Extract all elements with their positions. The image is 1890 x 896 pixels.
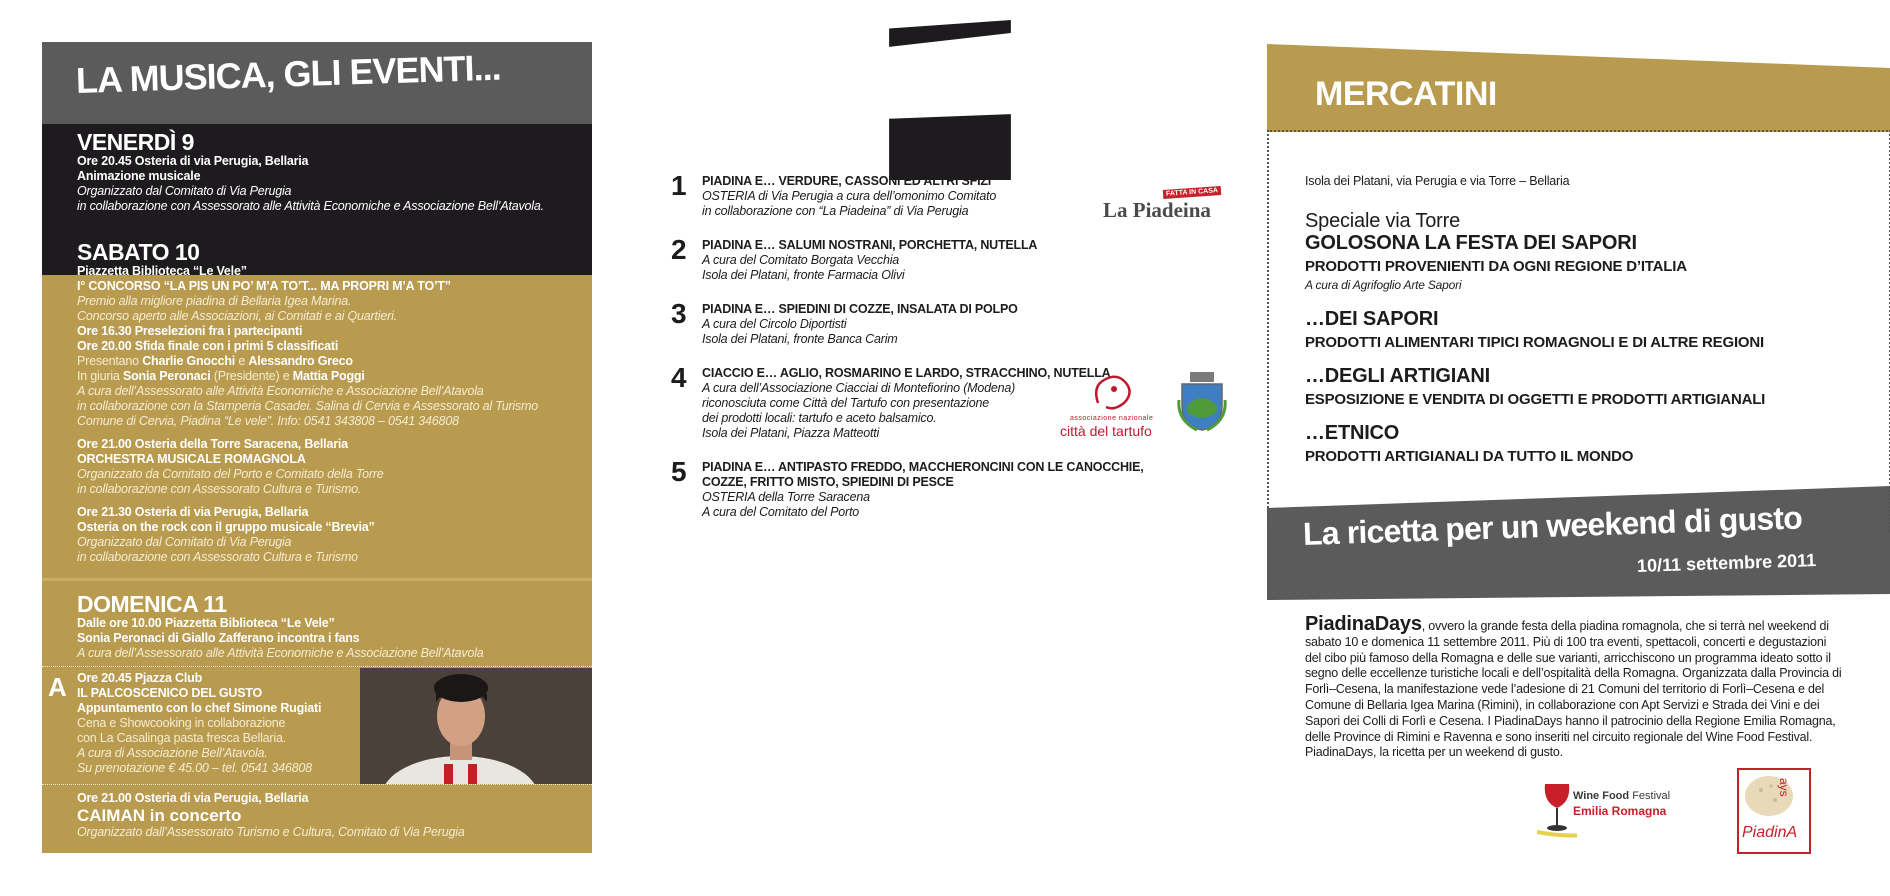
domenica-line: Ore 20.45 Pjazza Club: [77, 671, 203, 685]
sabato-day: SABATO 10: [77, 239, 200, 265]
citta-tartufo-logo: [1060, 373, 1180, 453]
text: Charlie Gnocchi: [142, 354, 236, 368]
mercatini-panel: [1267, 42, 1890, 853]
stop-number: 3: [671, 298, 687, 329]
stop-title: PIADINA E… SALUMI NOSTRANI, PORCHETTA, NUTELLA: [702, 238, 1038, 252]
palcoscenico-section: [77, 671, 321, 776]
mercatini-location: Isola dei Platani, via Perugia e via Torre – Bellaria: [1305, 174, 1570, 188]
sapori-desc: PRODOTTI ALIMENTARI TIPICI ROMAGNOLI E DI ALTRE REGIONI: [1305, 334, 1764, 351]
b-credit: A cura dell’Associazione Isola dei Platani, Giorgio e Manolo Clementi.: [702, 735, 1026, 747]
ricetta-date: 10/11 settembre 2011: [1636, 550, 1817, 576]
sabato-line: I° CONCORSO “LA PIS UN PO’ M’A TO’T... MA PROPRI M’A TO’T”: [77, 279, 451, 293]
venerdi-line: Animazione musicale: [77, 169, 201, 183]
domenica-line: A cura dell’Assessorato alle Attività Economiche e Associazione Bell’Atavola: [77, 646, 484, 660]
stop-title: PIADINA E… SPIEDINI DI COZZE, INSALATA DI POLPO: [702, 302, 1018, 316]
sabato-line: Ore 21.00 Osteria della Torre Saracena, Bellaria: [77, 437, 348, 451]
text: (Presidente) e: [210, 369, 293, 383]
chef-illustration: [360, 668, 592, 784]
piadinadays-logo: [1737, 768, 1811, 854]
stop-number: 5: [671, 456, 687, 487]
domenica-line: Sonia Peronaci di Giallo Zafferano incontra i fans: [77, 631, 360, 645]
stop-detail: OSTERIA della Torre Saracena: [702, 490, 870, 504]
venerdi-section: [77, 130, 544, 214]
golosona-title: GOLOSONA LA FESTA DEI SAPORI: [1305, 232, 1637, 254]
logo-small-text: associazione nazionale: [1070, 415, 1154, 422]
divider: [42, 578, 592, 581]
b-text: La Vecchia Pescheria in via Mediterraneo si trasforma in un luogo dedicato alla degustazione: [702, 671, 1217, 685]
stop-title: PIADINA E… VERDURE, CASSONI ED ALTRI SFIZI: [702, 174, 992, 188]
venerdi-line: Organizzato dal Comitato di Via Perugia: [77, 184, 292, 198]
speciale-label: Speciale via Torre: [1305, 210, 1461, 232]
piadinadays-paragraph: [1305, 613, 1845, 761]
b-section: [702, 590, 1217, 762]
stop-4: [702, 366, 1110, 441]
b-title: CONDOTTA MALATESTIANA RIMINI: [702, 614, 1025, 635]
sabato-section: [77, 240, 538, 565]
itinerary-title: L’ITINERARIO DEL GUSTO...: [689, 45, 1127, 110]
stop-detail: Isola dei Platani, fronte Farmacia Olivi: [702, 268, 905, 282]
text: Alessandro Greco: [248, 354, 353, 368]
wff-region: Emilia Romagna: [1573, 804, 1667, 818]
sabato-line: in collaborazione con Assessorato Cultura e Turismo.: [77, 482, 362, 496]
text: Sonia Peronaci: [122, 369, 211, 383]
wff-line: Festival: [1632, 790, 1671, 802]
logo-text: PiadinA: [1742, 824, 1798, 841]
domenica-line: Organizzato dall’Assessorato Turismo e Cultura, Comitato di Via Perugia: [77, 825, 465, 839]
domenica-line: IL PALCOSCENICO DEL GUSTO: [77, 686, 263, 700]
stop-detail: in collaborazione con “La Piadeina” di Via Perugia: [702, 204, 969, 218]
chef-photo: [360, 668, 592, 784]
text: e: [235, 354, 249, 368]
text: Mattia Poggi: [292, 369, 365, 383]
text: In giuria: [77, 369, 123, 383]
dotted-divider: [42, 666, 592, 667]
events-panel: [42, 42, 592, 853]
stop-detail: A cura del Comitato Borgata Vecchia: [702, 253, 900, 267]
stop-title: CIACCIO E… AGLIO, ROSMARINO E LARDO, STRACCHINO, NUTELLA: [702, 366, 1111, 380]
artigiani-desc: ESPOSIZIONE E VENDITA DI OGGETTI E PRODOTTI ARTIGIANALI: [1305, 391, 1766, 408]
logo-side-text: ays: [1777, 778, 1791, 797]
sabato-line: Piazzetta Biblioteca “Le Vele”: [77, 264, 247, 278]
stop-number: 1: [671, 170, 687, 201]
b-subtitle: PIADINA E… ASSAGGI SFIZIOSI, DEGUSTAZIONE DI VINI: [702, 656, 1043, 670]
sabato-line: in collaborazione con la Stamperia Casadei. Salina di Cervia e Assessorato al Turismo: [77, 399, 539, 413]
logo-text: città del tartufo: [1060, 423, 1152, 439]
stop-detail: Isola dei Platani, Piazza Matteotti: [702, 426, 880, 440]
dotted-divider: [42, 784, 592, 785]
sabato-line: Organizzato da Comitato del Porto e Comitato della Torre: [77, 467, 384, 481]
mercatini-box: [1267, 130, 1890, 532]
stop-number: 4: [671, 362, 687, 393]
truffle-icon: [1088, 373, 1138, 413]
piadinadays-title: PiadinaDays: [1305, 613, 1422, 635]
stop-3: [702, 302, 1018, 347]
stop-detail: A cura dell’Associazione Ciacciai di Montefiorino (Modena): [702, 381, 1016, 395]
domenica-line: Su prenotazione € 45.00 – tel. 0541 346808: [77, 761, 312, 775]
b-title: FRATELLI COLTELLI E SLOW FOOD: [702, 591, 1030, 612]
stop-detail: A cura del Comitato del Porto: [702, 505, 860, 519]
sabato-line: Ore 16.30 Preselezioni fra i partecipanti: [77, 324, 303, 338]
sabato-line: Osteria on the rock con il gruppo musicale “Brevia”: [77, 520, 375, 534]
domenica-section: [77, 592, 484, 661]
etnico-title: …ETNICO: [1305, 422, 1400, 444]
logo-text: La Piadeina: [1103, 198, 1211, 222]
sabato-line: in collaborazione con Assessorato Cultura e Turismo: [77, 550, 358, 564]
b-credit: In collaborazione con CANTINE FOSCHI, LA CASALINGA, LA CASA DEL FORMAGGIO.: [702, 749, 1118, 761]
stop-detail: Isola dei Platani, fronte Banca Carim: [702, 332, 898, 346]
piadina-icon: [1741, 772, 1807, 822]
ricetta-title: La ricetta per un weekend di gusto: [1302, 499, 1803, 552]
piadinadays-text: , ovvero la grande festa della piadina romagnola, che si terrà nel weekend di sabato 10 e domenica 11 settembre 2011. Più di 100 tra eventi, spettacoli, concerti e degustazioni del cibo più famoso della Romagna e delle sue varianti, arricchiscono un programma ideato sotto il segno delle eccellenze turistiche locali e dell’ospitalità della Romagna. Organizzata dalla Provincia di Forlì–Cesena, la manifestazione vede l’adesione di 21 Comuni del territorio di Forlì–Cesena e del Comune di Bellaria Igea Marina (Rimini), in collaborazione con Apt Servizi e Strada dei Vini e dei Sapori dei Colli di Forlì e Cesena. I PiadinaDays hanno il patrocinio della Regione Emilia Romagna, delle Province di Rimini e Ravenna e sono inseriti nel circuito regionale del Wine Food Festival. PiadinaDays, la ricetta per un weekend di gusto.: [1305, 619, 1842, 760]
mercatini-title: MERCATINI: [1315, 75, 1497, 113]
stop-number: 2: [671, 234, 687, 265]
domenica-line: con La Casalinga pasta fresca Bellaria.: [77, 731, 286, 745]
sabato-line: ORCHESTRA MUSICALE ROMAGNOLA: [77, 452, 306, 466]
sabato-line: Concorso aperto alle Associazioni, ai Comitati e ai Quartieri.: [77, 309, 397, 323]
caiman-title: CAIMAN in concerto: [77, 806, 242, 825]
golosona-subtitle: PRODOTTI PROVENIENTI DA OGNI REGIONE D’ITALIA: [1305, 258, 1687, 275]
events-title: LA MUSICA, GLI EVENTI...: [75, 46, 502, 101]
coat-of-arms-icon: [1177, 370, 1227, 432]
stop-detail: riconosciuta come Città del Tartufo con presentazione: [702, 396, 990, 410]
sabato-line: Comune di Cervia, Piadina “Le vele”. Info: 0541 343808 – 0541 346808: [77, 414, 459, 428]
sabato-line: [77, 369, 538, 384]
stop-detail: dei prodotti locali: tartufo e aceto balsamico.: [702, 411, 937, 425]
wff-text: [1573, 790, 1670, 802]
stop-2: [702, 238, 1037, 283]
sabato-line: A cura dell’Assessorato alle Attività Economiche e Associazione Bell’Atavola: [77, 384, 484, 398]
wine-food-festival-logo: [1537, 780, 1687, 840]
marker-b: B: [669, 588, 688, 618]
golosona-credit: A cura di Agrifoglio Arte Sapori: [1305, 278, 1462, 292]
stop-title: COZZE, FRITTO MISTO, SPIEDINI DI PESCE: [702, 475, 954, 489]
domenica-line: Ore 21.00 Osteria di via Perugia, Bellaria: [77, 791, 309, 805]
marker-a: A: [48, 672, 67, 702]
venerdi-line: Ore 20.45 Osteria di via Perugia, Bellaria: [77, 154, 309, 168]
stop-1: [702, 174, 996, 219]
domenica-line: A cura di Associazione Bell’Atavola.: [77, 746, 268, 760]
sabato-line: Organizzato dal Comitato di Via Perugia: [77, 535, 292, 549]
sabato-line: [77, 354, 538, 369]
b-text: di piatti di carne e pesce, accompagnati dalla imperdibile piadina Romagnola.: [702, 686, 1131, 700]
domenica-day: DOMENICA 11: [77, 591, 227, 617]
sapori-title: …DEI SAPORI: [1305, 308, 1439, 330]
domenica-line: Appuntamento con lo chef Simone Rugiati: [77, 701, 322, 715]
etnico-desc: PRODOTTI ARTIGIANALI DA TUTTO IL MONDO: [1305, 448, 1634, 465]
stop-detail: A cura del Circolo Diportisti: [702, 317, 847, 331]
caiman-section: [77, 791, 465, 840]
domenica-line: Dalle ore 10.00 Piazzetta Biblioteca “Le Vele”: [77, 616, 335, 630]
domenica-line: Cena e Showcooking in collaborazione: [77, 716, 286, 730]
stop-5: [702, 460, 1144, 520]
stop-title: PIADINA E… ANTIPASTO FREDDO, MACCHERONCINI CON LE CANOCCHIE,: [702, 460, 1144, 474]
artigiani-title: …DEGLI ARTIGIANI: [1305, 365, 1490, 387]
venerdi-day: VENERDÌ 9: [77, 129, 194, 155]
sabato-line: Ore 20.00 Sfida finale con i primi 5 classificati: [77, 339, 339, 353]
wff-line: Wine Food: [1573, 790, 1630, 802]
sabato-line: Premio alla migliore piadina di Bellaria Igea Marina.: [77, 294, 352, 308]
text: Presentano: [77, 354, 143, 368]
stop-detail: OSTERIA di Via Perugia a cura dell’omonimo Comitato: [702, 189, 997, 203]
venerdi-line: in collaborazione con Assessorato alle Attività Economiche e Associazione Bell’Atavola.: [77, 199, 544, 213]
logo-tag: FATTA IN CASA: [1163, 186, 1221, 199]
wine-glass-icon: [1537, 780, 1577, 838]
itinerary-panel: [633, 20, 1267, 853]
sabato-line: Ore 21.30 Osteria di via Perugia, Bellaria: [77, 505, 309, 519]
b-text: Degustazione di ottimi vini e birre artigianali.: [702, 701, 947, 715]
